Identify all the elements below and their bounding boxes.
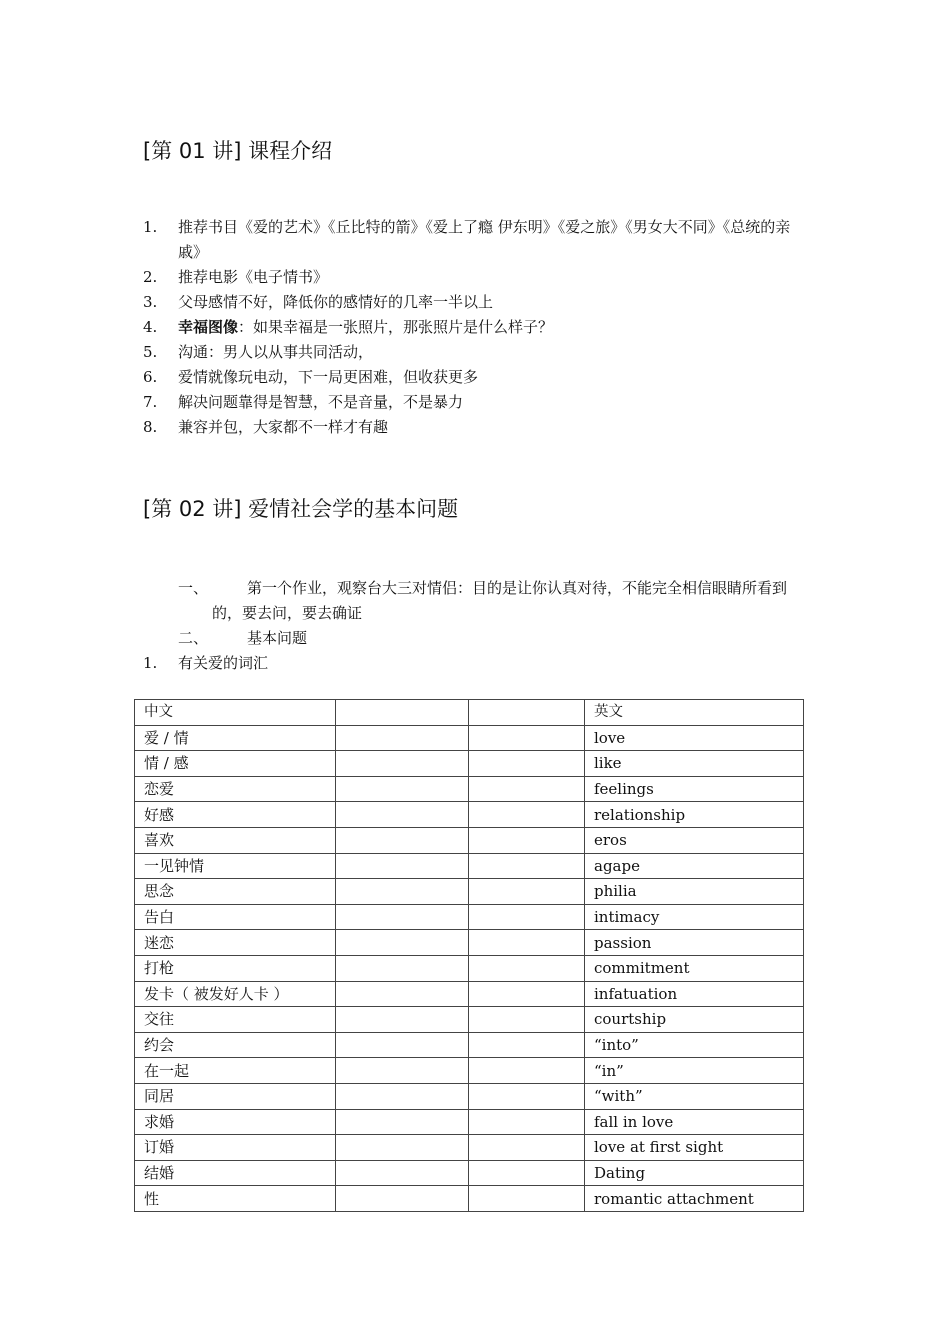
table-cell	[336, 1083, 469, 1109]
list-item	[143, 365, 810, 390]
table-cell	[469, 879, 585, 905]
table-cell: 求婚	[135, 1109, 336, 1135]
table-cell	[336, 1160, 469, 1186]
table-cell	[469, 955, 585, 981]
item-number: 二、	[178, 629, 209, 647]
table-cell: philia	[585, 879, 804, 905]
table-cell: 约会	[135, 1032, 336, 1058]
table-cell: infatuation	[585, 981, 804, 1007]
table-cell	[336, 751, 469, 777]
table-cell: “into”	[585, 1032, 804, 1058]
table-cell	[469, 853, 585, 879]
table-cell	[336, 802, 469, 828]
item-number: 2.	[143, 268, 158, 286]
list-item	[143, 290, 810, 315]
table-cell: relationship	[585, 802, 804, 828]
table-row	[135, 802, 804, 828]
table-cell	[336, 930, 469, 956]
table-row	[135, 930, 804, 956]
item-text-rest: ：如果幸福是一张照片，那张照片是什么样子？	[238, 318, 554, 336]
table-row	[135, 1083, 804, 1109]
item-number: 7.	[143, 393, 158, 411]
list-item	[143, 576, 810, 626]
table-cell: 思念	[135, 879, 336, 905]
table-header-cell: 中文	[135, 700, 336, 726]
table-cell: 结婚	[135, 1160, 336, 1186]
item-number: 5.	[143, 343, 158, 361]
table-cell: 告白	[135, 904, 336, 930]
table-row	[135, 725, 804, 751]
lecture-2-list	[143, 576, 810, 676]
table-row	[135, 1007, 804, 1033]
item-text: 解决问题靠得是智慧，不是音量，不是暴力	[178, 393, 464, 411]
lecture-1-list	[143, 215, 810, 440]
item-number: 6.	[143, 368, 158, 386]
table-cell: fall in love	[585, 1109, 804, 1135]
table-cell: intimacy	[585, 904, 804, 930]
item-text: 兼容并包，大家都不一样才有趣	[178, 418, 389, 436]
table-cell: love	[585, 725, 804, 751]
table-cell	[469, 827, 585, 853]
table-row	[135, 1160, 804, 1186]
table-cell: 喜欢	[135, 827, 336, 853]
lecture-1-title: [第 01 讲] 课程介绍	[143, 139, 333, 163]
table-cell: romantic attachment	[585, 1186, 804, 1212]
table-cell	[336, 853, 469, 879]
table-cell	[336, 955, 469, 981]
table-cell: 性	[135, 1186, 336, 1212]
table-header-cell	[469, 700, 585, 726]
item-text	[178, 318, 553, 336]
table-cell: eros	[585, 827, 804, 853]
table-cell: 恋爱	[135, 776, 336, 802]
table-cell	[336, 827, 469, 853]
table-row	[135, 776, 804, 802]
table-row	[135, 1135, 804, 1161]
table-row	[135, 1109, 804, 1135]
table-cell: like	[585, 751, 804, 777]
table-row	[135, 827, 804, 853]
table-row	[135, 853, 804, 879]
table-row	[135, 955, 804, 981]
table-row	[135, 879, 804, 905]
table-cell	[336, 1007, 469, 1033]
table-row	[135, 1186, 804, 1212]
table-cell	[469, 1160, 585, 1186]
list-item	[143, 265, 810, 290]
table-header-row	[135, 700, 804, 726]
table-row	[135, 1032, 804, 1058]
item-text: 父母感情不好，降低你的感情好的几率一半以上	[178, 293, 494, 311]
table-header-cell: 英文	[585, 700, 804, 726]
table-cell: 订婚	[135, 1135, 336, 1161]
list-item	[143, 340, 810, 365]
table-cell: 打枪	[135, 955, 336, 981]
table-cell: 一见钟情	[135, 853, 336, 879]
list-item	[143, 415, 810, 440]
table-cell: Dating	[585, 1160, 804, 1186]
item-number: 1.	[143, 218, 158, 236]
table-cell: 发卡（ 被发好人卡 ）	[135, 981, 336, 1007]
table-row	[135, 751, 804, 777]
item-text: 爱情就像玩电动，下一局更困难，但收获更多	[178, 368, 479, 386]
table-row	[135, 904, 804, 930]
love-vocabulary-table	[134, 699, 804, 1212]
table-cell	[336, 1109, 469, 1135]
table-cell	[336, 879, 469, 905]
table-cell: commitment	[585, 955, 804, 981]
table-cell: feelings	[585, 776, 804, 802]
table-cell	[336, 776, 469, 802]
table-cell	[336, 1032, 469, 1058]
table-cell	[336, 1186, 469, 1212]
table-cell	[469, 904, 585, 930]
table-cell	[469, 1109, 585, 1135]
item-number: 1.	[143, 654, 158, 672]
list-item	[143, 651, 810, 676]
item-text: 第一个作业，观察台大三对情侣：目的是让你认真对待，不能完全相信眼睛所看到的，要去问，要去确证	[212, 579, 788, 622]
item-number: 3.	[143, 293, 158, 311]
table-cell	[336, 725, 469, 751]
table-cell: 迷恋	[135, 930, 336, 956]
table-cell	[336, 904, 469, 930]
table-cell	[469, 1032, 585, 1058]
list-item	[143, 626, 810, 651]
table-cell	[336, 1058, 469, 1084]
table-cell: passion	[585, 930, 804, 956]
table-cell	[336, 1135, 469, 1161]
table-cell: “in”	[585, 1058, 804, 1084]
table-cell: 同居	[135, 1083, 336, 1109]
table-row	[135, 981, 804, 1007]
table-cell: 交往	[135, 1007, 336, 1033]
table-cell: 爱 / 情	[135, 725, 336, 751]
table-row	[135, 1058, 804, 1084]
list-item	[143, 315, 810, 340]
list-item	[143, 390, 810, 415]
item-number: 一、	[178, 579, 209, 597]
table-cell	[469, 930, 585, 956]
table-cell	[469, 725, 585, 751]
table-cell: courtship	[585, 1007, 804, 1033]
table-cell	[469, 1135, 585, 1161]
table-cell	[469, 1058, 585, 1084]
item-text: 有关爱的词汇	[178, 654, 269, 672]
item-text: 基本问题	[247, 629, 308, 647]
item-number: 4.	[143, 318, 158, 336]
item-text: 推荐电影《电子情书》	[178, 268, 329, 286]
item-number: 8.	[143, 418, 158, 436]
table-cell	[469, 981, 585, 1007]
table-cell	[469, 776, 585, 802]
table-cell: agape	[585, 853, 804, 879]
table-cell	[469, 751, 585, 777]
table-cell	[469, 1083, 585, 1109]
table-header-cell	[336, 700, 469, 726]
item-bold-term: 幸福图像	[178, 318, 239, 336]
table-cell: love at first sight	[585, 1135, 804, 1161]
lecture-2-title: [第 02 讲] 爱情社会学的基本问题	[143, 497, 459, 521]
table-cell	[469, 802, 585, 828]
table-cell: 好感	[135, 802, 336, 828]
table-cell	[469, 1186, 585, 1212]
table-cell	[469, 1007, 585, 1033]
table-cell: 情 / 感	[135, 751, 336, 777]
table-cell: “with”	[585, 1083, 804, 1109]
list-item	[143, 215, 810, 265]
item-text: 沟通：男人以从事共同活动，	[178, 343, 374, 361]
table-cell: 在一起	[135, 1058, 336, 1084]
item-text: 推荐书目《爱的艺术》《丘比特的箭》《爱上了瘾 伊东明》《爱之旅》《男女大不同》《总统的亲戚》	[178, 218, 791, 261]
table-cell	[336, 981, 469, 1007]
